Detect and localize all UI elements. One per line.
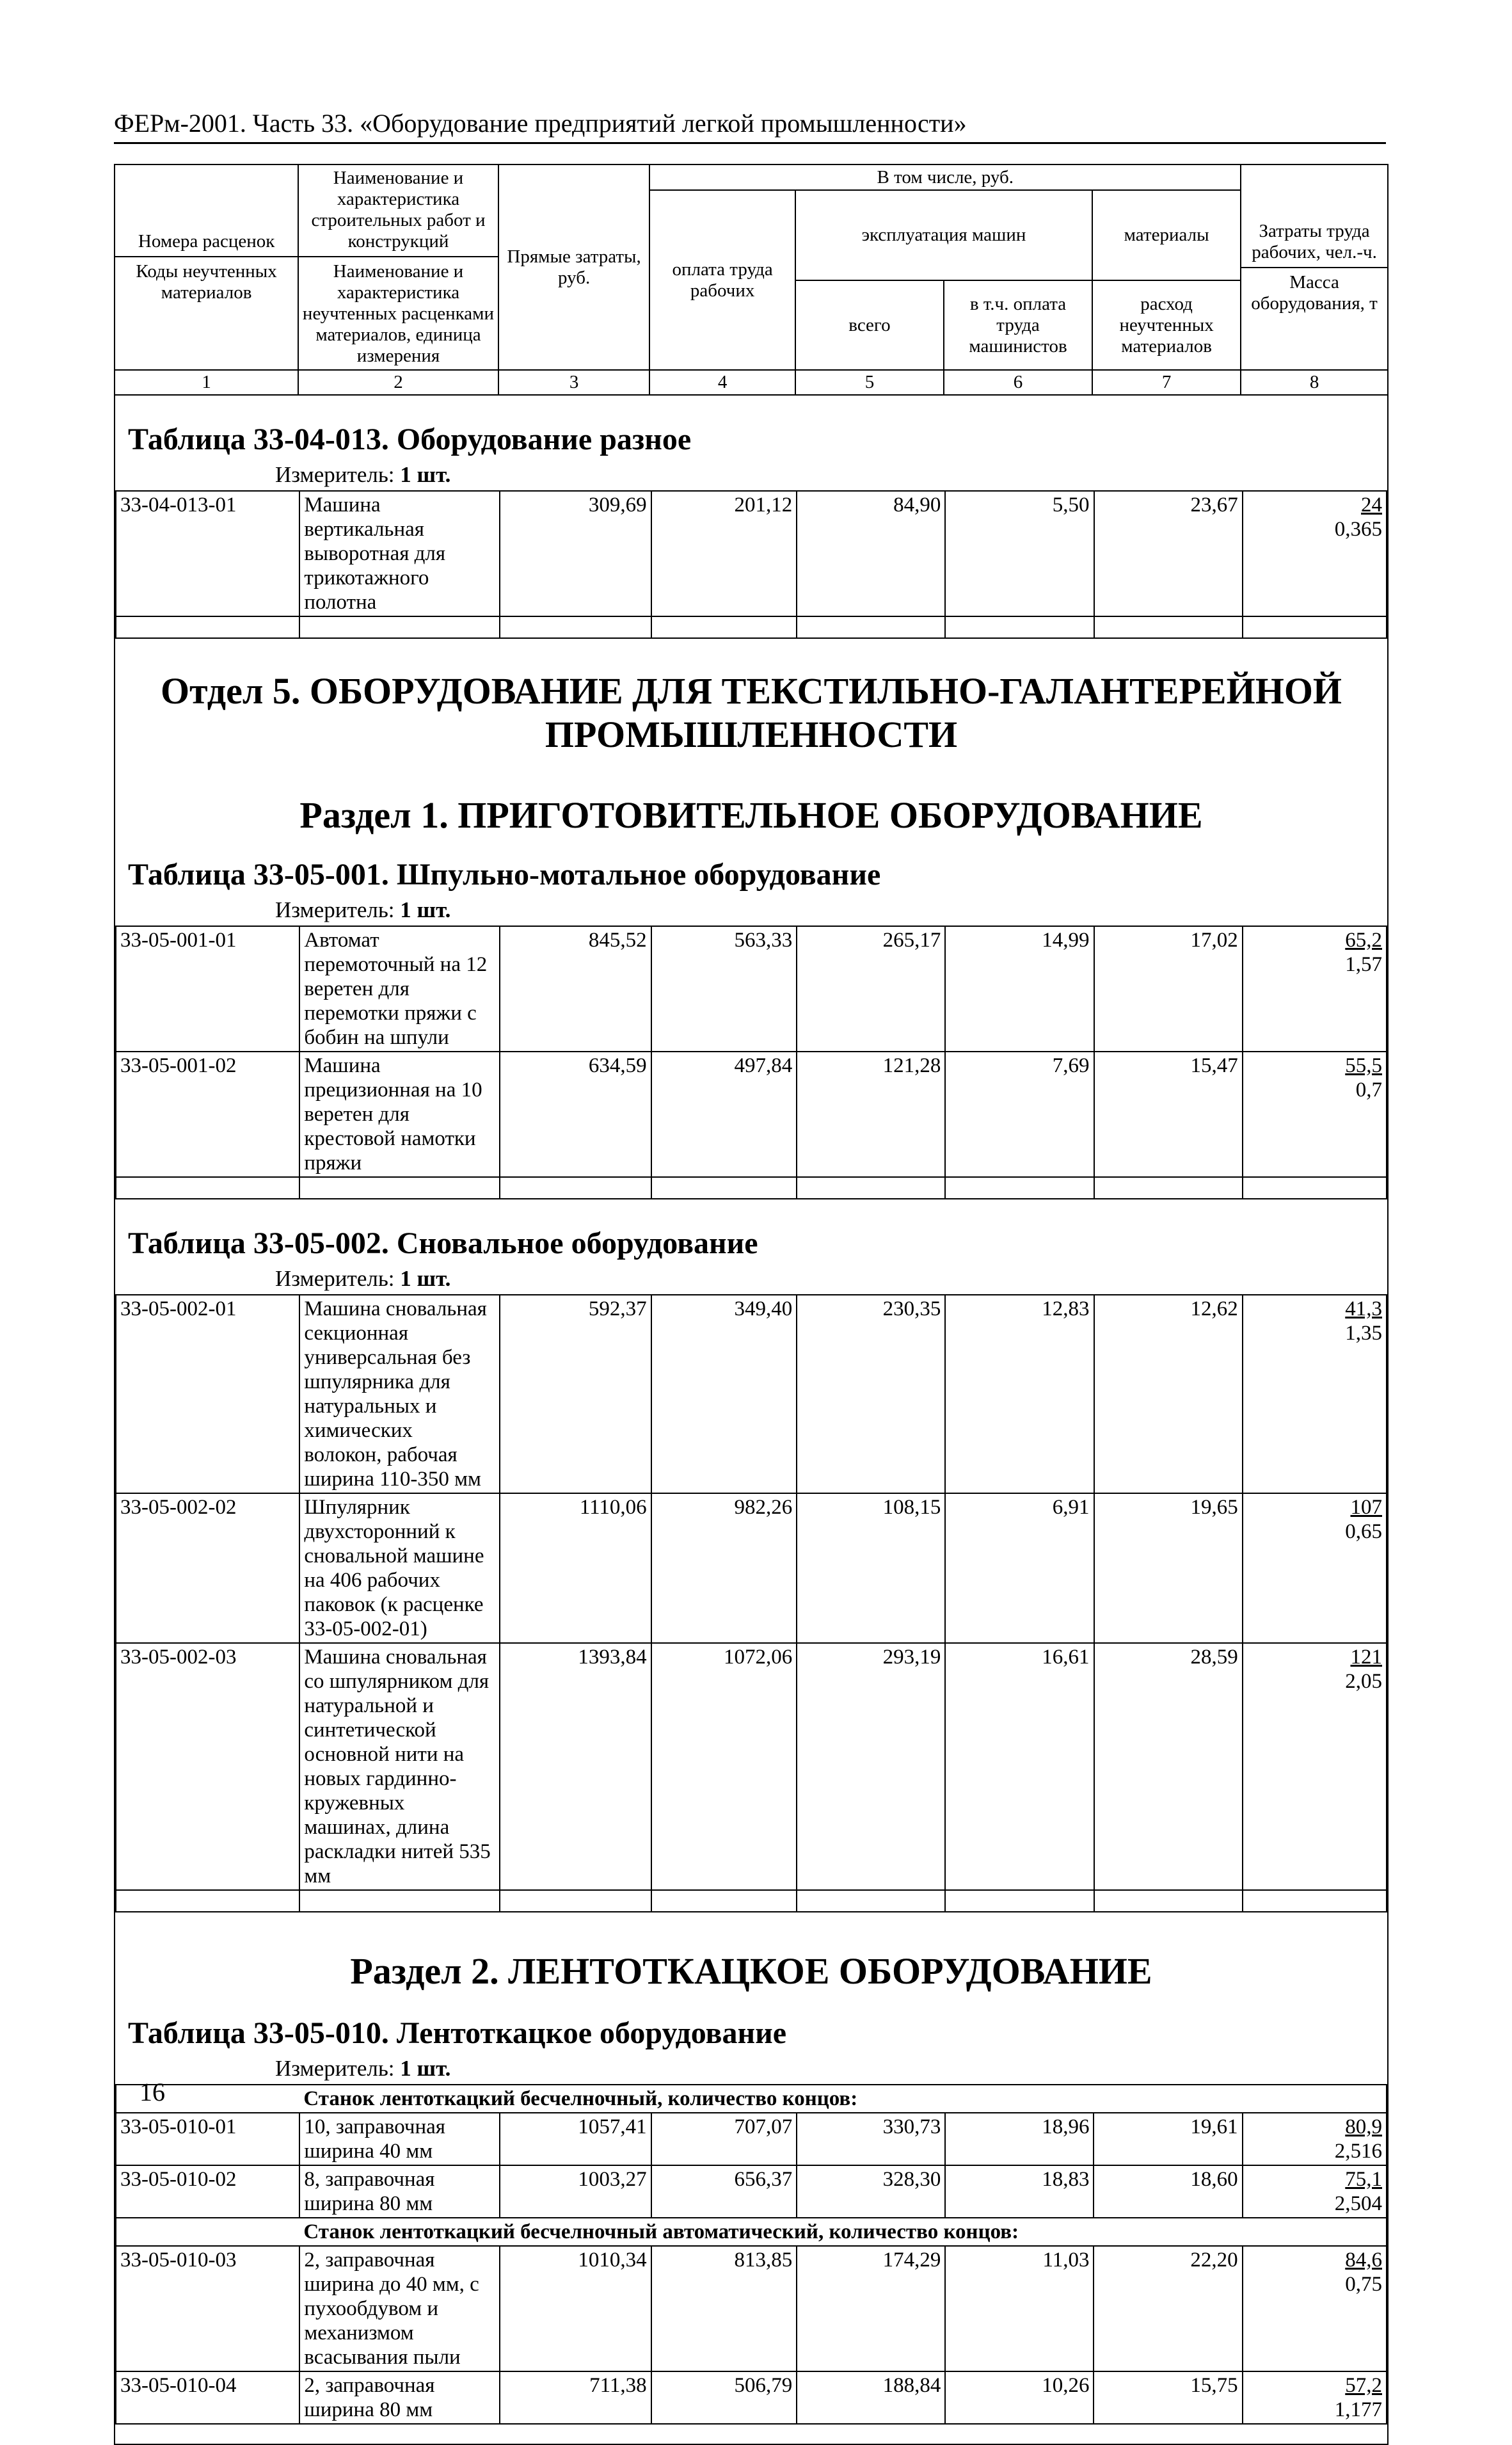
- machines-total: 328,30: [797, 2165, 945, 2218]
- wages: 201,12: [651, 491, 797, 616]
- rate-code: 33-05-002-02: [116, 1493, 299, 1643]
- rate-code: 33-05-001-02: [116, 1052, 299, 1177]
- labor-value: 84,6: [1345, 2249, 1382, 2272]
- table-row: [116, 2371, 1387, 2424]
- materials: 22,20: [1094, 2246, 1242, 2371]
- table-row: [116, 1643, 1387, 1890]
- machines-wages: 10,26: [945, 2371, 1094, 2424]
- table-row: [116, 2165, 1387, 2218]
- work-name: 2, заправочная ширина 80 мм: [299, 2371, 500, 2424]
- work-name: Машина прецизионная на 10 веретен для крестовой намотки пряжи: [299, 1052, 500, 1177]
- materials: 23,67: [1094, 491, 1243, 616]
- header-direct-costs: Прямые затраты, руб.: [498, 164, 650, 370]
- wages: 1072,06: [651, 1643, 797, 1890]
- group-label: Станок лентоткацкий бесчелночный, количество концов:: [299, 2085, 1387, 2113]
- labor-value: 57,2: [1345, 2374, 1382, 2397]
- group-row: [116, 2218, 1387, 2246]
- machines-total: 330,73: [797, 2113, 945, 2165]
- header-in-total: В том числе, руб.: [649, 164, 1241, 190]
- rates-rows: [115, 926, 1387, 1199]
- work-name: 2, заправочная ширина до 40 мм, с пухообдувом и механизмом всасывания пыли: [299, 2246, 500, 2371]
- machines-total: 121,28: [797, 1052, 945, 1177]
- header-machines-wages: в т.ч. оплата труда машинистов: [944, 280, 1092, 370]
- table-title: Таблица 33-04-013. Оборудование разное: [128, 422, 692, 456]
- table-title: Таблица 33-05-002. Сновальное оборудование: [128, 1226, 758, 1260]
- header-machines-total: всего: [795, 280, 944, 370]
- table-row: [116, 1493, 1387, 1643]
- rates-rows: [115, 1294, 1387, 1912]
- direct-costs: 1057,41: [500, 2113, 651, 2165]
- work-name: Машина сновальная секционная универсальная без шпулярника для натуральных и химических волокон, рабочая ширина 110-350 мм: [299, 1295, 500, 1493]
- machines-wages: 7,69: [945, 1052, 1094, 1177]
- wages: 656,37: [651, 2165, 797, 2218]
- table-body: [114, 396, 1389, 2445]
- direct-costs: 634,59: [500, 1052, 651, 1177]
- group-row: [116, 2085, 1387, 2113]
- mass-value: 1,177: [1334, 2398, 1382, 2421]
- mass-value: 2,504: [1334, 2192, 1382, 2215]
- machines-wages: 5,50: [945, 491, 1094, 616]
- header-labor: Затраты труда рабочих, чел.-ч. Масса оборудования, т: [1241, 164, 1388, 370]
- work-name: Машина вертикальная выворотная для трикотажного полотна: [299, 491, 500, 616]
- rate-code: 33-05-010-04: [116, 2371, 299, 2424]
- rate-code: 33-04-013-01: [116, 491, 299, 616]
- materials: 15,75: [1094, 2371, 1242, 2424]
- machines-wages: 16,61: [945, 1643, 1094, 1890]
- wages: 497,84: [651, 1052, 797, 1177]
- wages: 563,33: [651, 926, 797, 1052]
- machines-wages: 14,99: [945, 926, 1094, 1052]
- table-row: [116, 2246, 1387, 2371]
- razdel-heading: Раздел 2. ЛЕНТОТКАЦКОЕ ОБОРУДОВАНИЕ: [350, 1950, 1152, 1992]
- direct-costs: 1003,27: [500, 2165, 651, 2218]
- labor-and-mass: [1243, 491, 1387, 616]
- materials: 17,02: [1094, 926, 1243, 1052]
- labor-and-mass: [1243, 2113, 1387, 2165]
- machines-wages: 18,96: [945, 2113, 1094, 2165]
- machines-total: 84,90: [797, 491, 945, 616]
- machines-total: 108,15: [797, 1493, 945, 1643]
- mass-value: 1,57: [1345, 953, 1382, 976]
- work-name: 8, заправочная ширина 80 мм: [299, 2165, 500, 2218]
- machines-total: 188,84: [797, 2371, 945, 2424]
- header-materials: материалы: [1092, 190, 1241, 280]
- machines-wages: 11,03: [945, 2246, 1094, 2371]
- column-numbers-row: 1 2 3 4 5 6 7 8: [115, 370, 1388, 395]
- materials: 19,61: [1094, 2113, 1242, 2165]
- rate-code: 33-05-010-03: [116, 2246, 299, 2371]
- header-wages: оплата труда рабочих: [649, 190, 795, 370]
- labor-value: 55,5: [1345, 1054, 1382, 1077]
- group-label: Станок лентоткацкий бесчелночный автоматический, количество концов:: [299, 2218, 1387, 2246]
- unit-line: Измеритель: 1 шт.: [275, 2056, 451, 2081]
- rates-table: [114, 164, 1389, 2421]
- machines-wages: 6,91: [945, 1493, 1094, 1643]
- materials: 15,47: [1094, 1052, 1243, 1177]
- razdel-heading: Раздел 1. ПРИГОТОВИТЕЛЬНОЕ ОБОРУДОВАНИЕ: [299, 794, 1203, 836]
- labor-value: 75,1: [1345, 2168, 1382, 2191]
- rate-code: 33-05-010-01: [116, 2113, 299, 2165]
- labor-value: 107: [1350, 1496, 1382, 1519]
- page-header: ФЕРм-2001. Часть 33. «Оборудование предприятий легкой промышленности»: [114, 108, 1386, 144]
- machines-wages: 12,83: [945, 1295, 1094, 1493]
- direct-costs: 592,37: [500, 1295, 651, 1493]
- table-title: Таблица 33-05-001. Шпульно-мотальное оборудование: [128, 858, 881, 892]
- machines-total: 174,29: [797, 2246, 945, 2371]
- mass-value: 2,516: [1334, 2140, 1382, 2163]
- rate-code: 33-05-002-03: [116, 1643, 299, 1890]
- machines-total: 265,17: [797, 926, 945, 1052]
- labor-and-mass: [1243, 1493, 1387, 1643]
- table-header: [114, 164, 1389, 396]
- direct-costs: 845,52: [500, 926, 651, 1052]
- work-name: 10, заправочная ширина 40 мм: [299, 2113, 500, 2165]
- unit-line: Измеритель: 1 шт.: [275, 897, 451, 922]
- mass-value: 1,35: [1345, 1322, 1382, 1345]
- materials: 28,59: [1094, 1643, 1243, 1890]
- work-name: Шпулярник двухсторонний к сновальной машине на 406 рабочих паковок (к расценке 33-05-002-01): [299, 1493, 500, 1643]
- direct-costs: 711,38: [500, 2371, 651, 2424]
- mass-value: 2,05: [1345, 1670, 1382, 1693]
- header-names: Наименование и характеристика строительных работ и конструкций Наименование и характеристика неучтенных расценками материалов, единица измерения: [298, 164, 498, 370]
- labor-and-mass: [1243, 2371, 1387, 2424]
- rate-code: 33-05-002-01: [116, 1295, 299, 1493]
- machines-wages: 18,83: [945, 2165, 1094, 2218]
- labor-and-mass: [1243, 2165, 1387, 2218]
- table-row: [116, 491, 1387, 616]
- machines-total: 230,35: [797, 1295, 945, 1493]
- wages: 506,79: [651, 2371, 797, 2424]
- rates-rows: [115, 490, 1387, 639]
- table-title: Таблица 33-05-010. Лентоткацкое оборудование: [128, 2016, 787, 2050]
- table-row: [116, 926, 1387, 1052]
- labor-value: 24: [1361, 493, 1382, 517]
- table-row: [116, 2113, 1387, 2165]
- wages: 349,40: [651, 1295, 797, 1493]
- wages: 813,85: [651, 2246, 797, 2371]
- labor-and-mass: [1243, 926, 1387, 1052]
- table-row: [116, 1052, 1387, 1177]
- labor-and-mass: [1243, 1052, 1387, 1177]
- labor-value: 41,3: [1345, 1297, 1382, 1320]
- labor-and-mass: [1243, 1295, 1387, 1493]
- mass-value: 0,65: [1345, 1520, 1382, 1543]
- direct-costs: 309,69: [500, 491, 651, 616]
- page-number: 16: [139, 2078, 165, 2106]
- labor-and-mass: [1243, 1643, 1387, 1890]
- header-codes: Номера расценок Коды неучтенных материалов: [115, 164, 298, 370]
- unit-line: Измеритель: 1 шт.: [275, 1266, 451, 1291]
- direct-costs: 1010,34: [500, 2246, 651, 2371]
- labor-and-mass: [1243, 2246, 1387, 2371]
- materials: 19,65: [1094, 1493, 1243, 1643]
- wages: 982,26: [651, 1493, 797, 1643]
- labor-value: 65,2: [1345, 929, 1382, 952]
- rates-rows: [115, 2084, 1387, 2425]
- direct-costs: 1393,84: [500, 1643, 651, 1890]
- mass-value: 0,7: [1355, 1078, 1382, 1102]
- materials: 18,60: [1094, 2165, 1242, 2218]
- materials: 12,62: [1094, 1295, 1243, 1493]
- direct-costs: 1110,06: [500, 1493, 651, 1643]
- work-name: Автомат перемоточный на 12 веретен для перемотки пряжи с бобин на шпули: [299, 926, 500, 1052]
- work-name: Машина сновальная со шпулярником для натуральной и синтетической основной нити на новых гардинно-кружевных машинах, длина раскладки нитей 535 мм: [299, 1643, 500, 1890]
- machines-total: 293,19: [797, 1643, 945, 1890]
- header-machines: эксплуатация машин: [795, 190, 1092, 280]
- otdel-heading: Отдел 5. ОБОРУДОВАНИЕ ДЛЯ ТЕКСТИЛЬНО-ГАЛАНТЕРЕЙНОЙ ПРОМЫШЛЕННОСТИ: [160, 670, 1342, 755]
- mass-value: 0,365: [1334, 518, 1382, 541]
- labor-value: 121: [1350, 1646, 1382, 1669]
- wages: 707,07: [651, 2113, 797, 2165]
- rate-code: 33-05-010-02: [116, 2165, 299, 2218]
- unit-line: Измеритель: 1 шт.: [275, 462, 451, 487]
- table-row: [116, 1295, 1387, 1493]
- mass-value: 0,75: [1345, 2273, 1382, 2296]
- header-materials-consumption: расход неучтенных материалов: [1092, 280, 1241, 370]
- labor-value: 80,9: [1345, 2115, 1382, 2138]
- rate-code: 33-05-001-01: [116, 926, 299, 1052]
